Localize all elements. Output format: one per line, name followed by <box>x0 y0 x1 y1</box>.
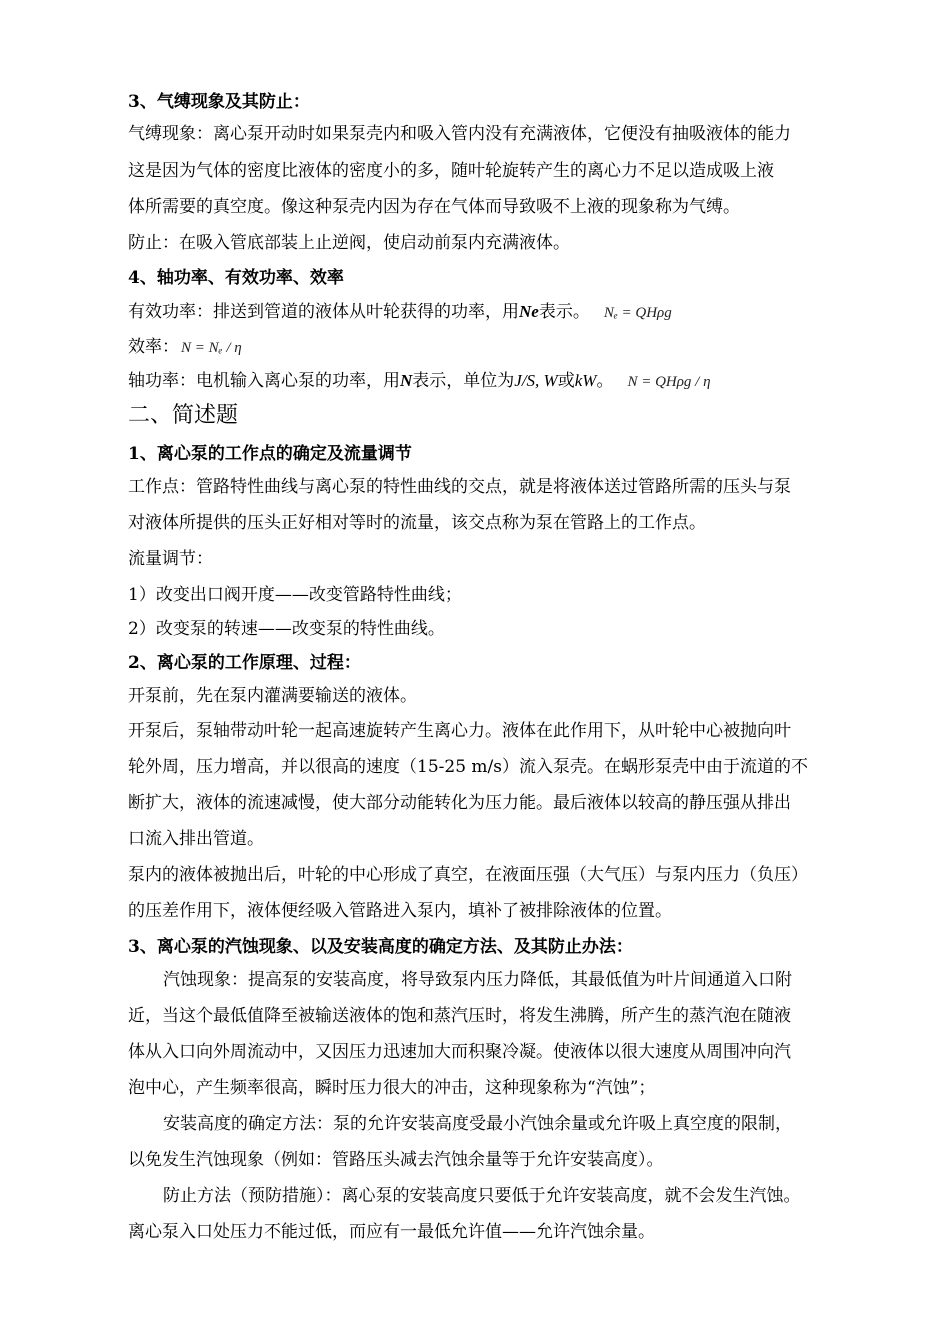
text-segment: 表示，单位为 <box>412 371 515 391</box>
paragraph-line: 近，当这个最低值降至被输送液体的饱和蒸汽压时，将发生沸腾，所产生的蒸汽泡在随液 <box>128 1006 791 1026</box>
symbol-ne: Ne <box>519 302 539 321</box>
paragraph-line: 对液体所提供的压头正好相对等时的流量，该交点称为泵在管路上的工作点。 <box>128 513 706 533</box>
text-segment: 或 <box>557 371 575 391</box>
section-title-short-answer: 二、简述题 <box>128 403 239 428</box>
paragraph-line: 泡中心，产生频率很高，瞬时压力很大的冲击，这种现象称为“汽蚀”； <box>128 1078 656 1098</box>
paragraph-line: 的压差作用下，液体便经吸入管路进入泵内，填补了被排除液体的位置。 <box>128 901 672 921</box>
text-segment: 有效功率：排送到管道的液体从叶轮获得的功率，用 <box>128 302 519 322</box>
paragraph-line: 体所需要的真空度。像这种泵壳内因为存在气体而导致吸不上液的现象称为气缚。 <box>128 197 740 217</box>
paragraph-line: 防止：在吸入管底部装上止逆阀，使启动前泵内充满液体。 <box>128 233 570 253</box>
paragraph-line: 泵内的液体被抛出后，叶轮的中心形成了真空，在液面压强（大气压）与泵内压力（负压） <box>128 865 808 885</box>
question-heading-1: 1、离心泵的工作点的确定及流量调节 <box>128 444 412 464</box>
formula-ne: Nₑ = QHρg <box>603 305 672 321</box>
list-item: 2）改变泵的转速——改变泵的特性曲线。 <box>128 619 445 639</box>
paragraph-line: 以免发生汽蚀现象（例如：管路压头减去汽蚀余量等于允许安装高度）。 <box>128 1150 664 1170</box>
paragraph-line: 流量调节： <box>128 549 213 569</box>
efficiency-line <box>128 335 863 360</box>
formula-efficiency: N = Nₑ / η <box>181 340 242 356</box>
units-b: kW <box>574 371 597 390</box>
text-segment: 表示。 <box>538 302 590 322</box>
paragraph-line: 离心泵入口处压力不能过低，而应有一最低允许值——允许汽蚀余量。 <box>128 1222 655 1242</box>
section-heading-air-binding: 3、气缚现象及其防止： <box>128 92 310 112</box>
paragraph-line: 安装高度的确定方法：泵的允许安装高度受最小汽蚀余量或允许吸上真空度的限制， <box>163 1114 792 1134</box>
paragraph-line: 轮外周，压力增高，并以很高的速度（15-25 m/s）流入泵壳。在蜗形泵壳中由于流道的不 <box>128 757 808 777</box>
units-a: J/S, W <box>514 371 558 390</box>
symbol-n: N <box>400 371 413 390</box>
paragraph-line: 开泵前，先在泵内灌满要输送的液体。 <box>128 686 417 706</box>
paragraph-line: 体从入口向外周流动中，又因压力迅速加大而积聚冷凝。使液体以很大速度从周围冲向汽 <box>128 1042 791 1062</box>
paragraph-line: 防止方法（预防措施）：离心泵的安装高度只要低于允许安装高度，就不会发生汽蚀。 <box>163 1186 801 1206</box>
question-heading-3: 3、离心泵的汽蚀现象、以及安装高度的确定方法、及其防止办法： <box>128 937 633 957</box>
paragraph-line: 这是因为气体的密度比液体的密度小的多，随叶轮旋转产生的离心力不足以造成吸上液 <box>128 161 774 181</box>
text-segment: 轴功率：电机输入离心泵的功率，用 <box>128 371 400 391</box>
list-item: 1）改变出口阀开度——改变管路特性曲线； <box>128 585 462 605</box>
paragraph-line: 口流入排出管道。 <box>128 829 264 849</box>
paragraph-line: 断扩大，液体的流速减慢，使大部分动能转化为压力能。最后液体以较高的静压强从排出 <box>128 793 791 813</box>
paragraph-line: 开泵后，泵轴带动叶轮一起高速旋转产生离心力。液体在此作用下，从叶轮中心被抛向叶 <box>128 721 791 741</box>
paragraph-line: 工作点：管路特性曲线与离心泵的特性曲线的交点，就是将液体送过管路所需的压头与泵 <box>128 477 791 497</box>
section-heading-power: 4、轴功率、有效功率、效率 <box>128 268 344 288</box>
text-segment: 效率： <box>128 337 179 357</box>
effective-power-line <box>128 300 863 325</box>
question-heading-2: 2、离心泵的工作原理、过程： <box>128 653 361 673</box>
paragraph-line: 气缚现象：离心泵开动时如果泵壳内和吸入管内没有充满液体，它便没有抽吸液体的能力 <box>128 124 791 144</box>
paragraph-line: 汽蚀现象：提高泵的安装高度，将导致泵内压力降低，其最低值为叶片间通道入口附 <box>163 970 792 990</box>
formula-shaft-power: N = QHρg / η <box>627 374 711 390</box>
text-segment: 。 <box>596 371 614 391</box>
shaft-power-line <box>128 369 863 394</box>
